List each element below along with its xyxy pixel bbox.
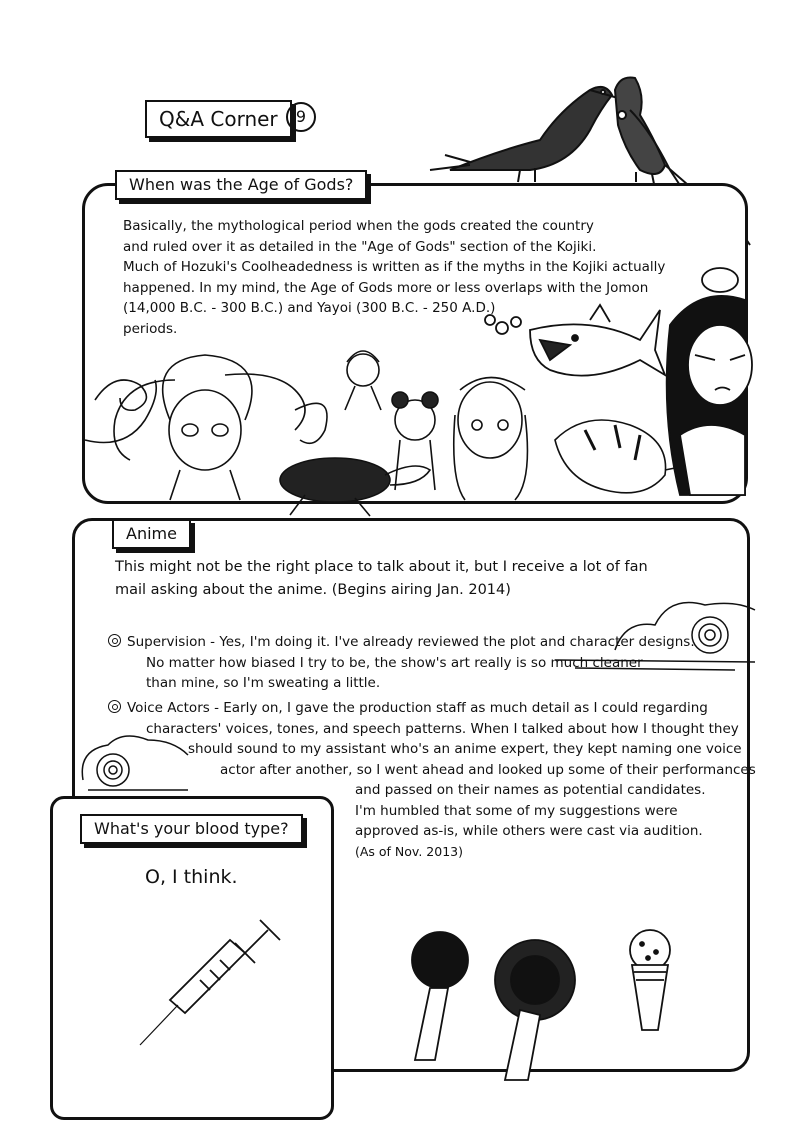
voice-actors-item: Voice Actors - Early on, I gave the production staff as much detail as I could regarding characters' voices, tones, and speech patterns. When I talked about how I thought they should sound to my assistant who's an anime expert, they kept naming one voice actor after another, so I went ahead and looked up some of their performances (108, 698, 756, 780)
bullet-icon (108, 634, 121, 647)
bullet-icon (108, 700, 121, 713)
blood-type-answer: O, I think. (145, 866, 238, 888)
issue-number-badge: 9 (286, 102, 316, 132)
age-of-gods-heading: When was the Age of Gods? (115, 170, 367, 200)
qa-corner-title: Q&A Corner (145, 100, 292, 138)
ice-cream-cone-icon (640, 920, 641, 921)
voice-actors-continued: and passed on their names as potential candidates. I'm humbled that some of my suggestions were approved as-is, while others were cast via audition. (As of Nov. 2013) (355, 782, 706, 859)
anime-heading: Anime (112, 519, 191, 549)
syringe-icon (130, 905, 300, 1055)
microphone-icon (380, 920, 700, 1090)
blood-type-heading: What's your blood type? (80, 814, 303, 844)
anime-intro: This might not be the right place to talk about it, but I receive a lot of fan mail asking about the anime. (Begins airing Jan. 2014) (115, 559, 648, 598)
supervision-item: Supervision - Yes, I'm doing it. I've already reviewed the plot and character designs. No matter how biased I try to be, the show's art really is so much cleaner than mine, so I'm sweating a little. (108, 632, 695, 694)
woman-with-buns-illustration (640, 265, 750, 505)
age-of-gods-text: Basically, the mythological period when the gods created the country and ruled over it as detailed in the "Age of Gods" section of the Kojiki. Much of Hozuki's Coolheadedness is written as if the myths in the Kojiki actually happened. In my mind, the Age of Gods more or less overlaps with the Jomon (14,000 B.C. - 300 B.C.) and Yayoi (300 B.C. - 250 A.D.) periods. (123, 218, 666, 337)
